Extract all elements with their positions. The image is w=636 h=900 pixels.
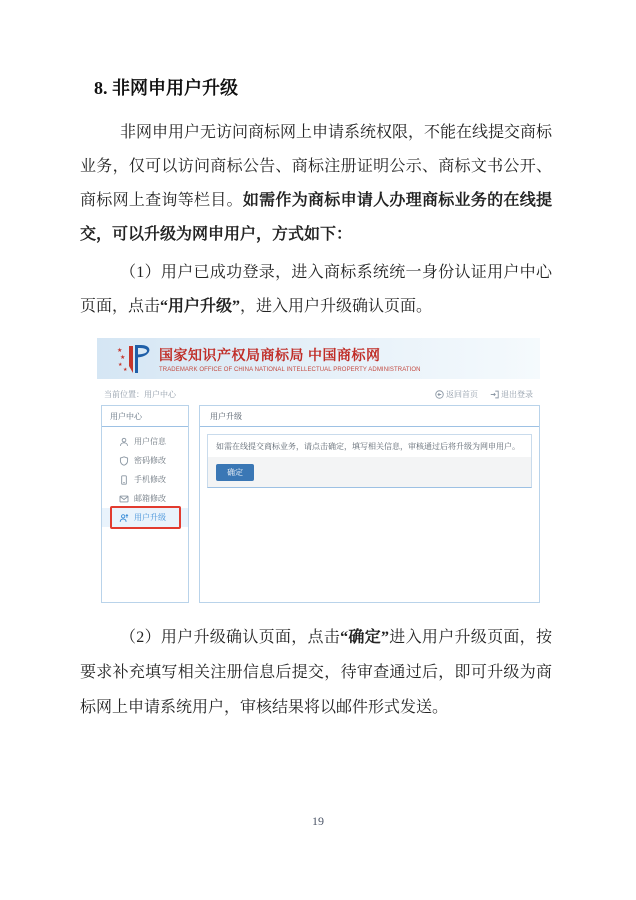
site-header [97, 338, 540, 379]
toolbar-links [423, 389, 533, 400]
panel-title: 用户升级 [200, 406, 539, 427]
section-heading: 8. 非网申用户升级 [94, 78, 238, 98]
site-subtitle: TRADEMARK OFFICE OF CHINA NATIONAL INTELLECTUAL PROPERTY ADMINISTRATION [159, 366, 421, 373]
step2-text-pre: （2）用户升级确认页面，点击 [120, 629, 341, 646]
intro-text-bold: 如需作为商标申请人办理商标业务的在线提交，可以升级为网申用户，方式如下： [80, 192, 552, 243]
site-brand [159, 345, 421, 373]
breadcrumb: 当前位置：用户中心 [104, 389, 176, 399]
page-number: 19 [312, 814, 324, 828]
intro-text: 非网申用户无访问商标网上申请系统权限，不能在线提交商标业务，仅可以访问商标公告、商标注册证明公示、商标文书公开、商标网上查询等栏目。 [80, 124, 553, 209]
step1-text-bold: “用户升级” [160, 298, 241, 315]
site-toolbar [104, 387, 533, 401]
user-icon [119, 437, 129, 447]
home-link[interactable] [435, 389, 478, 400]
logout-link-label: 退出登录 [501, 389, 533, 399]
home-link-label: 返回首页 [446, 389, 478, 399]
sidebar-items [102, 427, 188, 527]
sidebar-item-phone[interactable] [102, 470, 188, 489]
upgrade-message: 如需在线提交商标业务，请点击确定，填写相关信息，审核通过后将升级为网申用户。 [208, 435, 531, 457]
user-center-sidebar [101, 405, 189, 603]
site-body [101, 405, 540, 603]
user-upgrade-icon [119, 513, 129, 523]
step1-text-post: ，进入用户升级确认页面。 [240, 298, 433, 315]
upgrade-confirm-box [207, 434, 532, 488]
sidebar-title: 用户中心 [102, 406, 188, 427]
sidebar-item-label: 邮箱修改 [134, 494, 166, 503]
phone-icon [119, 475, 129, 485]
sidebar-item-email[interactable] [102, 489, 188, 508]
step1-paragraph [80, 256, 552, 324]
sidebar-item-label: 密码修改 [134, 456, 166, 465]
user-upgrade-panel [199, 405, 540, 603]
logout-link[interactable] [490, 389, 533, 400]
sidebar-item-label: 用户升级 [134, 513, 166, 522]
step2-text-post: 进入用户升级页面，按要求补充填写相关注册信息后提交，待审查通过后，即可升级为商标网上申请系统用户，审核结果将以邮件形式发送。 [80, 629, 552, 716]
sidebar-item-password[interactable] [102, 451, 188, 470]
confirm-button[interactable]: 确定 [216, 464, 254, 481]
embedded-screenshot [97, 332, 540, 610]
button-row [208, 457, 531, 487]
home-icon [435, 390, 444, 399]
site-title: 国家知识产权局商标局 中国商标网 [159, 348, 381, 364]
step2-text-bold: “确定” [340, 629, 390, 646]
logout-icon [490, 390, 499, 399]
intro-paragraph [80, 116, 552, 252]
step1-text-pre: （1）用户已成功登录，进入商标系统统一身份认证用户中心页面，点击 [80, 264, 552, 315]
mail-icon [119, 494, 129, 504]
step2-paragraph [80, 620, 552, 725]
sidebar-item-user-upgrade[interactable] [102, 508, 188, 527]
sidebar-item-label: 手机修改 [134, 475, 166, 484]
cnipa-logo-icon: ★ ★ ★ ★ [117, 342, 155, 376]
shield-icon [119, 456, 129, 466]
sidebar-item-user-info[interactable] [102, 432, 188, 451]
sidebar-item-label: 用户信息 [134, 437, 166, 446]
